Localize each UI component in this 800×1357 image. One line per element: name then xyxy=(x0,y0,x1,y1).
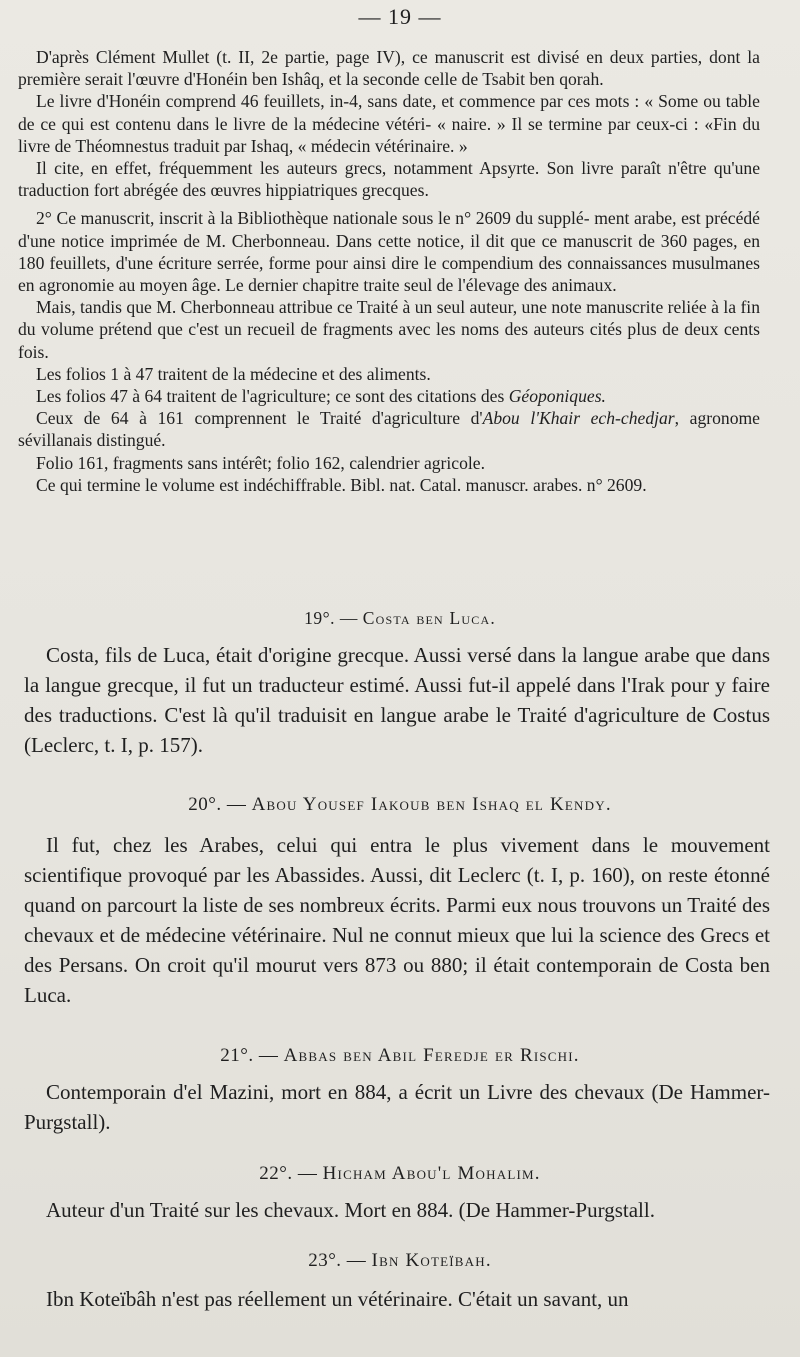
section-21-heading xyxy=(0,1045,800,1067)
paragraph: Contemporain d'el Mazini, mort en 884, a écrit un Livre des chevaux (De Hammer-Purgstall). xyxy=(24,1080,770,1134)
heading-number: 22°. — xyxy=(259,1163,318,1184)
section-22-body xyxy=(24,1195,770,1225)
paragraph xyxy=(18,407,760,451)
section-23-heading xyxy=(0,1250,800,1272)
paragraph: Les folios 1 à 47 traitent de la médecine et des aliments. xyxy=(36,363,431,384)
section-20-body xyxy=(24,830,770,1010)
paragraph-text: Les folios 47 à 64 traitent de l'agriculture; ce sont des citations des xyxy=(36,386,505,407)
paragraph: Il fut, chez les Arabes, celui qui entra le plus vivement dans le mouvement scientifique provoqué par les Abassides. Aussi, dit Leclerc (t. I, p. 160), on reste étonné quand on parcourt la liste de ses nombreux écrits. Parmi eux nous trouvons un Traité des chevaux et de médecine vétérinaire. Nul ne connut mieux que lui la science des Grecs et des Persans. On croit qu'il mourut vers 873 ou 880; il était contemporain de Costa ben Luca. xyxy=(24,833,770,1007)
italic-author: Abou l'Khair ech-chedjar xyxy=(482,408,675,429)
heading-name: Costa ben Luca. xyxy=(362,608,496,628)
section-22-heading xyxy=(0,1163,800,1185)
heading-name: Hicham Abou'l Mohalim. xyxy=(322,1163,541,1184)
heading-number: 23°. — xyxy=(308,1250,367,1271)
paragraph-text: , agronome sévillanais distingué. xyxy=(18,408,760,451)
paragraph: Auteur d'un Traité sur les chevaux. Mort en 884. (De Hammer-Purgstall. xyxy=(46,1198,655,1222)
paragraph: Folio 161, fragments sans intérêt; folio 162, calendrier agricole. xyxy=(36,452,486,473)
heading-number: 20°. — xyxy=(188,794,247,815)
paragraph xyxy=(18,385,760,407)
paragraph: Ce qui termine le volume est indéchiffrable. Bibl. nat. Catal. manuscr. arabes. n° 2609. xyxy=(36,474,647,495)
heading-name: Abou Yousef Iakoub ben Ishaq el Kendy. xyxy=(251,794,612,815)
paragraph-text: Ceux de 64 à 161 comprennent le Traité d'agriculture d' xyxy=(36,408,483,429)
paragraph: Mais, tandis que M. Cherbonneau attribue ce Traité à un seul auteur, une note manuscrite reliée à la fin du volume prétend que c'est un recueil de fragments avec les noms des auteurs cités plus de deux cents fois. xyxy=(18,297,760,362)
heading-number: 21°. — xyxy=(220,1045,279,1066)
heading-number: 19°. — xyxy=(304,608,358,628)
paragraph: D'après Clément Mullet (t. II, 2e partie, page IV), ce manuscrit est divisé en deux parties, dont la première serait l'œuvre d'Honéin ben Ishâq, et la seconde celle de Tsabit ben qorah. xyxy=(18,47,760,90)
section-19-heading xyxy=(0,608,800,629)
page-number: — 19 — xyxy=(358,4,442,29)
paragraph: Ibn Koteïbâh n'est pas réellement un vétérinaire. C'était un savant, un xyxy=(46,1287,629,1311)
paragraph: Costa, fils de Luca, était d'origine grecque. Aussi versé dans la langue arabe que dans la langue grecque, il fut un traducteur estimé. Aussi fut-il appelé dans l'Irak pour y faire des traductions. C'est là qu'il traduisit en langue arabe le Traité d'agriculture de Costus (Leclerc, t. I, p. 157). xyxy=(24,643,770,757)
paragraph: Il cite, en effet, fréquemment les auteurs grecs, notamment Apsyrte. Son livre paraît n'être qu'une traduction fort abrégée des œuvres hippiatriques grecques. xyxy=(18,158,760,201)
section-21-body xyxy=(24,1077,770,1137)
paragraph: Le livre d'Honéin comprend 46 feuillets, in-4, sans date, et commence par ces mots : « Some ou table de ce qui est contenu dans le livre de la médecine vétéri- « naire. » Il se termine par ceux-ci : «Fin du livre de Théomnestus traduit par Ishaq, « médecin vétérinaire. » xyxy=(18,91,760,156)
section-19-body xyxy=(24,640,770,760)
section-20-heading xyxy=(0,794,800,816)
heading-name: Abbas ben Abil Feredje er Rischi. xyxy=(283,1045,580,1066)
section-18-body xyxy=(18,46,760,496)
paragraph: 2° Ce manuscrit, inscrit à la Bibliothèque nationale sous le n° 2609 du supplé- ment arabe, est précédé d'une notice imprimée de M. Cherbonneau. Dans cette notice, il dit que ce manuscrit de 360 pages, en 180 feuillets, d'une écriture serrée, forme pour ainsi dire le compendium des connaissances musulmanes en agronomie au moyen âge. Le dernier chapitre traite seul de l'élevage des animaux. xyxy=(18,208,760,296)
italic-title: Géoponiques. xyxy=(508,386,606,407)
section-23-body xyxy=(24,1284,770,1314)
heading-name: Ibn Koteïbah. xyxy=(371,1250,492,1271)
